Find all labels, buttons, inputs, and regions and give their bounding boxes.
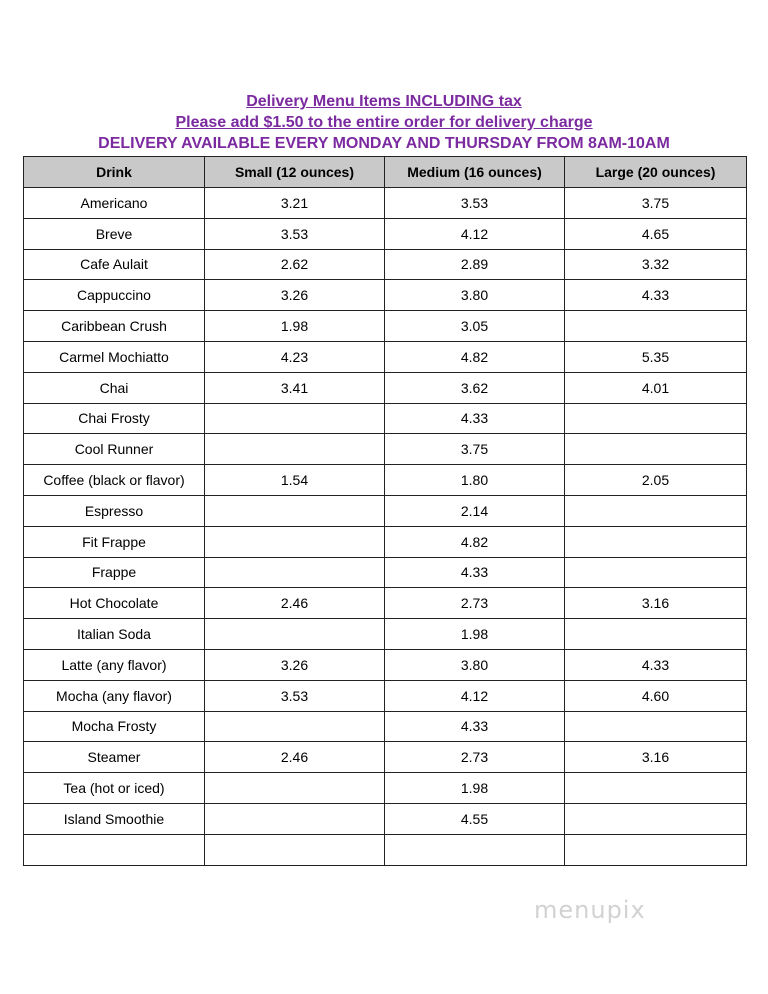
table-row (24, 495, 747, 526)
small-price-cell (205, 495, 385, 526)
drink-name-cell: Tea (hot or iced) (24, 773, 205, 804)
table-row (24, 311, 747, 342)
table-row (24, 588, 747, 619)
drink-name-cell: Chai (24, 372, 205, 403)
table-row (24, 249, 747, 280)
small-price-cell (205, 711, 385, 742)
large-price-cell: 4.60 (565, 680, 747, 711)
large-price-cell: 4.01 (565, 372, 747, 403)
table-row (24, 680, 747, 711)
medium-price-cell: 3.62 (385, 372, 565, 403)
table-row (24, 218, 747, 249)
small-price-cell: 3.53 (205, 218, 385, 249)
drink-name-cell: Caribbean Crush (24, 311, 205, 342)
medium-price-cell: 3.80 (385, 649, 565, 680)
menupix-watermark: menupix (534, 896, 646, 924)
medium-price-cell: 2.73 (385, 742, 565, 773)
medium-price-cell: 2.73 (385, 588, 565, 619)
drink-name-cell: Cappuccino (24, 280, 205, 311)
large-price-cell: 4.33 (565, 280, 747, 311)
drink-name-cell: Steamer (24, 742, 205, 773)
drink-name-cell: Coffee (black or flavor) (24, 465, 205, 496)
large-price-cell: 3.32 (565, 249, 747, 280)
small-price-cell: 1.98 (205, 311, 385, 342)
medium-price-cell: 4.33 (385, 403, 565, 434)
small-price-cell: 3.41 (205, 372, 385, 403)
large-price-cell (565, 526, 747, 557)
medium-price-cell: 4.82 (385, 526, 565, 557)
drink-name-cell: Fit Frappe (24, 526, 205, 557)
table-row (24, 742, 747, 773)
table-row (24, 434, 747, 465)
small-price-cell: 3.26 (205, 649, 385, 680)
medium-price-cell (385, 834, 565, 865)
medium-price-cell: 2.14 (385, 495, 565, 526)
small-price-cell: 3.21 (205, 188, 385, 219)
small-price-cell (205, 557, 385, 588)
large-price-cell: 3.16 (565, 742, 747, 773)
medium-price-cell: 4.55 (385, 803, 565, 834)
table-row (24, 280, 747, 311)
medium-price-cell: 3.05 (385, 311, 565, 342)
column-header-large: Large (20 ounces) (565, 157, 747, 188)
large-price-cell (565, 711, 747, 742)
large-price-cell: 2.05 (565, 465, 747, 496)
table-row (24, 526, 747, 557)
drink-name-cell: Carmel Mochiatto (24, 341, 205, 372)
header-delivery-charge: Please add $1.50 to the entire order for delivery charge (175, 114, 593, 131)
table-row (24, 649, 747, 680)
drink-name-cell: Hot Chocolate (24, 588, 205, 619)
column-header-small: Small (12 ounces) (205, 157, 385, 188)
drink-name-cell: Island Smoothie (24, 803, 205, 834)
small-price-cell (205, 619, 385, 650)
large-price-cell (565, 773, 747, 804)
drink-name-cell: Latte (any flavor) (24, 649, 205, 680)
small-price-cell (205, 434, 385, 465)
small-price-cell (205, 803, 385, 834)
large-price-cell (565, 557, 747, 588)
table-row (24, 403, 747, 434)
large-price-cell: 4.65 (565, 218, 747, 249)
small-price-cell: 4.23 (205, 341, 385, 372)
table-row (24, 773, 747, 804)
table-row (24, 834, 747, 865)
medium-price-cell: 1.80 (385, 465, 565, 496)
medium-price-cell: 3.53 (385, 188, 565, 219)
small-price-cell (205, 834, 385, 865)
large-price-cell: 5.35 (565, 341, 747, 372)
column-header-drink: Drink (24, 157, 205, 188)
menu-header (0, 91, 768, 154)
table-row (24, 372, 747, 403)
header-title: Delivery Menu Items INCLUDING tax (246, 93, 522, 110)
table-row (24, 711, 747, 742)
drink-name-cell: Mocha (any flavor) (24, 680, 205, 711)
large-price-cell (565, 434, 747, 465)
small-price-cell (205, 403, 385, 434)
table-row (24, 619, 747, 650)
large-price-cell (565, 311, 747, 342)
drink-name-cell: Espresso (24, 495, 205, 526)
medium-price-cell: 2.89 (385, 249, 565, 280)
price-table (23, 156, 747, 866)
medium-price-cell: 4.12 (385, 218, 565, 249)
medium-price-cell: 4.82 (385, 341, 565, 372)
small-price-cell: 3.53 (205, 680, 385, 711)
header-delivery-schedule: DELIVERY AVAILABLE EVERY MONDAY AND THURSDAY FROM 8AM-10AM (98, 135, 670, 152)
medium-price-cell: 1.98 (385, 619, 565, 650)
table-row (24, 557, 747, 588)
table-row (24, 803, 747, 834)
table-header-row (24, 157, 747, 188)
drink-name-cell: Americano (24, 188, 205, 219)
table-row (24, 341, 747, 372)
small-price-cell (205, 773, 385, 804)
medium-price-cell: 4.12 (385, 680, 565, 711)
column-header-medium: Medium (16 ounces) (385, 157, 565, 188)
small-price-cell: 2.62 (205, 249, 385, 280)
small-price-cell: 2.46 (205, 588, 385, 619)
large-price-cell (565, 803, 747, 834)
medium-price-cell: 3.75 (385, 434, 565, 465)
small-price-cell (205, 526, 385, 557)
large-price-cell (565, 834, 747, 865)
large-price-cell (565, 403, 747, 434)
drink-name-cell: Cafe Aulait (24, 249, 205, 280)
drink-name-cell: Breve (24, 218, 205, 249)
table-row (24, 188, 747, 219)
drink-name-cell: Cool Runner (24, 434, 205, 465)
medium-price-cell: 4.33 (385, 557, 565, 588)
large-price-cell (565, 619, 747, 650)
table-row (24, 465, 747, 496)
large-price-cell: 3.16 (565, 588, 747, 619)
large-price-cell: 4.33 (565, 649, 747, 680)
drink-name-cell: Frappe (24, 557, 205, 588)
drink-name-cell (24, 834, 205, 865)
drink-name-cell: Mocha Frosty (24, 711, 205, 742)
medium-price-cell: 3.80 (385, 280, 565, 311)
small-price-cell: 3.26 (205, 280, 385, 311)
large-price-cell (565, 495, 747, 526)
small-price-cell: 1.54 (205, 465, 385, 496)
drink-name-cell: Italian Soda (24, 619, 205, 650)
large-price-cell: 3.75 (565, 188, 747, 219)
medium-price-cell: 1.98 (385, 773, 565, 804)
table-body (24, 188, 747, 866)
medium-price-cell: 4.33 (385, 711, 565, 742)
small-price-cell: 2.46 (205, 742, 385, 773)
drink-name-cell: Chai Frosty (24, 403, 205, 434)
